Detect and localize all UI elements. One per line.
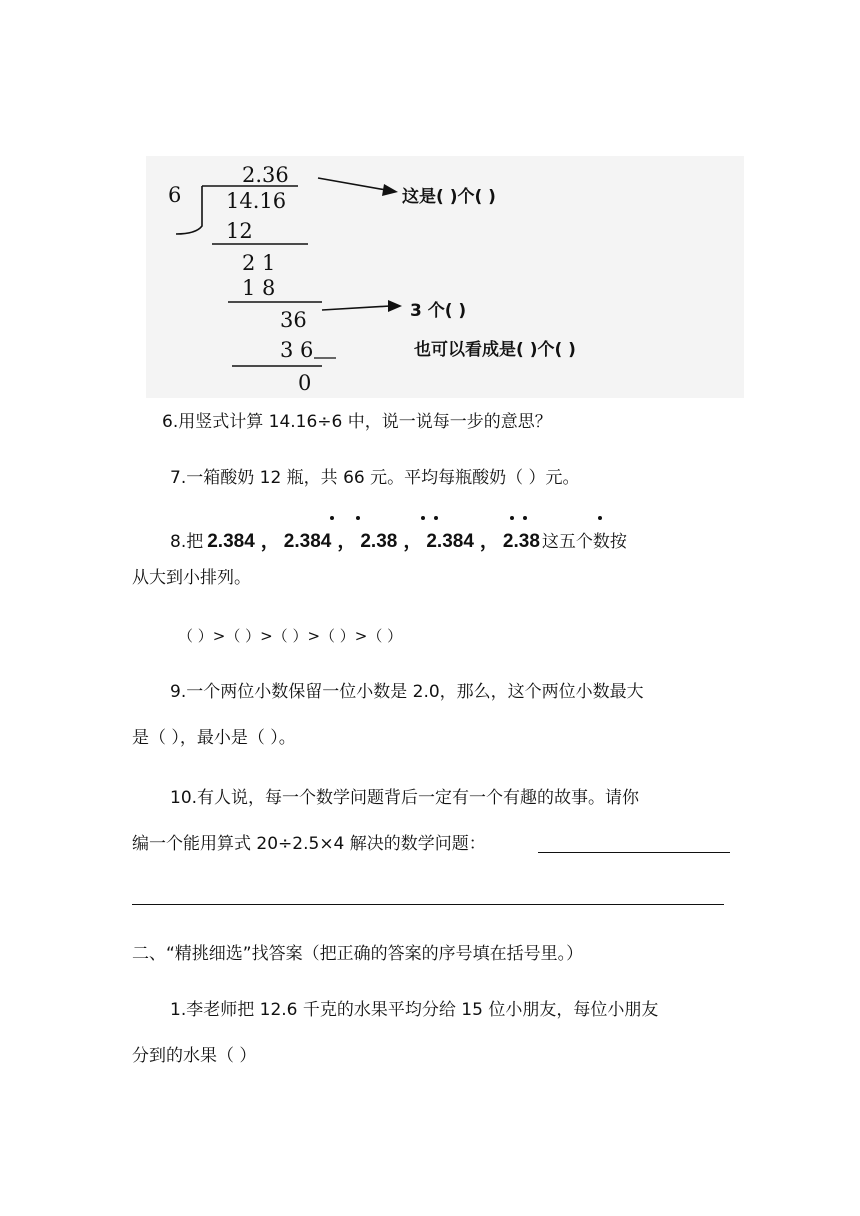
- question-7: 7.一箱酸奶 12 瓶，共 66 元。平均每瓶酸奶（ ）元。: [170, 468, 580, 488]
- repeat-dot-icon: [356, 516, 360, 520]
- step-text: 3 6: [280, 338, 314, 362]
- section-2-title: 二、“精挑细选”找答案（把正确的答案的序号填在括号里。）: [132, 944, 584, 964]
- question-10-line1: 10.有人说，每一个数学问题背后一定有一个有趣的故事。请你: [170, 788, 640, 808]
- question-8-line2: 从大到小排列。: [132, 568, 251, 588]
- repeat-dot-icon: [330, 516, 334, 520]
- section-2-question-1-line1: 1.李老师把 12.6 千克的水果平均分给 15 位小朋友，每位小朋友: [170, 1000, 659, 1020]
- decimal-number: 2.384: [207, 531, 255, 552]
- question-6: 6.用竖式计算 14.16÷6 中，说一说每一步的意思？: [162, 412, 552, 432]
- step-text: 12: [226, 219, 253, 243]
- divisor-text: 6: [168, 183, 182, 207]
- comma-separator: ，: [479, 531, 499, 552]
- repeat-dot-icon: [434, 516, 438, 520]
- arrow-head-icon: [382, 184, 398, 196]
- repeating-decimal: 2.384: [283, 531, 332, 552]
- question-8-prefix: 8.把: [170, 532, 204, 552]
- arrow-head-icon: [388, 300, 402, 312]
- long-division-diagram: [146, 156, 744, 398]
- answer-line[interactable]: [132, 904, 724, 905]
- dividend-text: 14.16: [226, 189, 287, 213]
- long-division-figure: [146, 156, 744, 398]
- question-10-line2: 编一个能用算式 20÷2.5×4 解决的数学问题：: [132, 834, 486, 854]
- question-9-line1: 9.一个两位小数保留一位小数是 2.0，那么，这个两位小数最大: [170, 682, 644, 702]
- answer-line[interactable]: [538, 852, 730, 853]
- question-8-suffix: 这五个数按: [541, 532, 627, 552]
- note-text: 3 个( ): [410, 301, 467, 321]
- quotient-text: 2.36: [242, 163, 289, 187]
- repeat-dot-icon: [421, 516, 425, 520]
- question-8: [170, 530, 627, 554]
- comma-separator: ，: [260, 531, 280, 552]
- step-text: 2 1: [242, 251, 276, 275]
- comma-separator: ，: [403, 531, 423, 552]
- repeating-decimal: 2.38: [360, 531, 398, 552]
- step-text: 1 8: [242, 276, 276, 300]
- repeating-decimal: 2.38: [502, 531, 540, 552]
- repeat-dot-icon: [510, 516, 514, 520]
- comma-separator: ，: [337, 531, 357, 552]
- repeat-dot-icon: [523, 516, 527, 520]
- arrow-line: [318, 178, 386, 190]
- step-text: 36: [280, 308, 307, 332]
- note-text: 这是( )个( ): [402, 187, 496, 207]
- remainder-text: 0: [298, 371, 312, 395]
- repeat-dot-icon: [598, 516, 602, 520]
- section-2-question-1-line2: 分到的水果（ ）: [132, 1046, 257, 1066]
- repeating-decimal: 2.384: [426, 531, 474, 552]
- arrow-line: [322, 306, 390, 310]
- order-blanks: （ ）>（ ）>（ ）>（ ）>（ ）: [178, 627, 403, 645]
- note-text: 也可以看成是( )个( ): [414, 340, 576, 360]
- question-9-line2: 是（ ），最小是（ ）。: [132, 728, 296, 748]
